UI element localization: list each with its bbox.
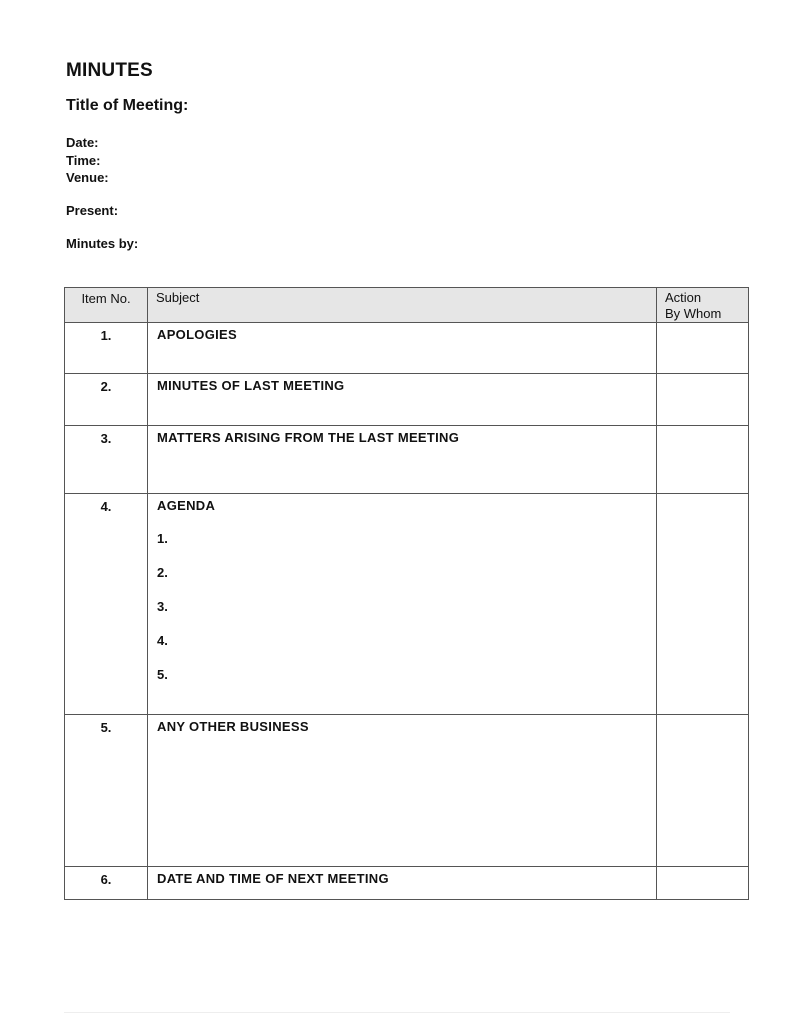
table-row [65,867,749,900]
table-row [65,715,749,867]
table-row [65,494,749,715]
table-row [65,426,749,494]
agenda-sub-items [148,530,656,683]
item-number-cell: 6. [65,867,148,900]
action-cell [657,426,749,494]
meeting-details [66,134,109,187]
column-header-item-no: Item No. [65,288,148,323]
subject-cell: APOLOGIES [148,323,657,374]
date-label: Date: [66,135,99,150]
minutes-table [64,287,749,900]
meeting-title-label: Title of Meeting: [66,97,189,114]
item-number-cell: 5. [65,715,148,867]
subject-cell: MATTERS ARISING FROM THE LAST MEETING [148,426,657,494]
action-cell [657,715,749,867]
venue-label: Venue: [66,170,109,185]
agenda-sub-item: 4. [157,633,168,648]
column-header-subject: Subject [148,288,657,323]
agenda-sub-item: 5. [157,667,168,682]
agenda-sub-item: 3. [157,599,168,614]
action-cell [657,867,749,900]
footer-divider [64,1012,730,1013]
action-cell [657,494,749,715]
table-row [65,374,749,426]
time-label: Time: [66,152,101,168]
subject-cell: MINUTES OF LAST MEETING [148,374,657,426]
table-header-row [65,288,749,323]
item-number-cell: 4. [65,494,148,715]
item-number-cell: 2. [65,374,148,426]
present-label: Present: [66,203,119,218]
item-number-cell: 1. [65,323,148,374]
subject-cell: DATE AND TIME OF NEXT MEETING [148,867,657,900]
item-number-cell: 3. [65,426,148,494]
action-header-line2: By Whom [665,306,722,321]
action-cell [657,323,749,374]
column-header-action-by-whom [657,288,749,323]
subject-cell: AGENDA 1. 2. 3. 4. 5. [148,494,657,715]
action-header-line1: Action [665,290,702,305]
minutes-by-label: Minutes by: [66,236,139,251]
agenda-sub-item: 1. [157,531,168,546]
document-title: MINUTES [66,60,153,81]
table-row [65,323,749,374]
agenda-sub-item: 2. [157,565,168,580]
subject-cell: ANY OTHER BUSINESS [148,715,657,867]
action-cell [657,374,749,426]
